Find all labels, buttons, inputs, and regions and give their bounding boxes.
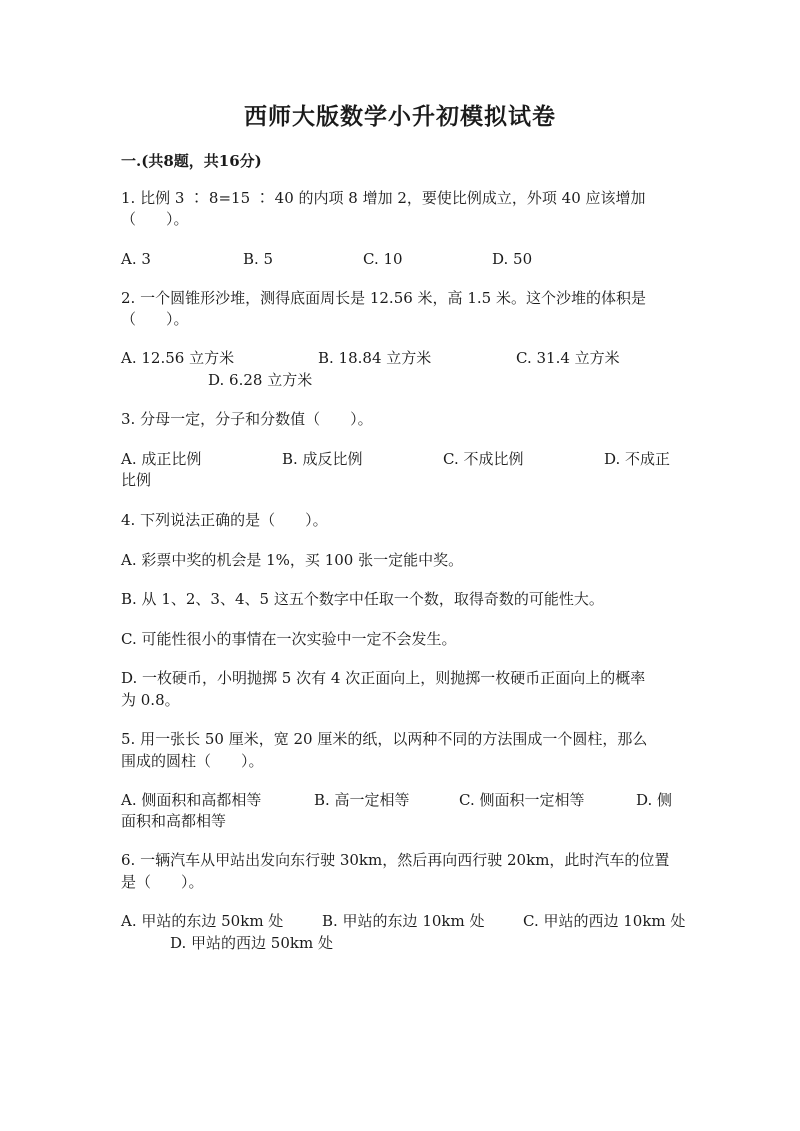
question-5-option-b: B. 高一定相等 (314, 791, 410, 809)
question-5-option-d-cont: 面积和高都相等 (121, 812, 227, 830)
question-6-text: 6. 一辆汽车从甲站出发向东行驶 30km，然后再向西行驶 20km，此时汽车的位置 (121, 851, 670, 869)
question-4-option-c: C. 可能性很小的事情在一次实验中一定不会发生。 (121, 630, 457, 648)
question-3-option-c: C. 不成比例 (443, 450, 524, 468)
question-3-option-d-cont: 比例 (121, 471, 152, 489)
question-1-option-b: B. 5 (243, 250, 274, 268)
section-heading: 一.(共8题，共16分) (121, 152, 262, 170)
question-5-option-c: C. 侧面积一定相等 (459, 791, 585, 809)
question-3-option-a: A. 成正比例 (121, 450, 202, 468)
question-4-option-a: A. 彩票中奖的机会是 1%，买 100 张一定能中奖。 (121, 551, 464, 569)
question-6-blank: 是（ ）。 (121, 873, 204, 891)
question-3-option-d: D. 不成正 (604, 450, 671, 468)
question-1-text: 1. 比例 3 ∶ 8=15 ∶ 40 的内项 8 增加 2，要使比例成立，外项 40 应该增加 (121, 189, 646, 207)
question-2-option-a: A. 12.56 立方米 (121, 349, 235, 367)
question-4-text: 4. 下列说法正确的是（ ）。 (121, 511, 328, 529)
question-4-option-b: B. 从 1、2、3、4、5 这五个数字中任取一个数，取得奇数的可能性大。 (121, 590, 604, 608)
question-3-option-b: B. 成反比例 (282, 450, 363, 468)
page-title: 西师大版数学小升初模拟试卷 (244, 103, 556, 130)
question-2-text: 2. 一个圆锥形沙堆，测得底面周长是 12.56 米，高 1.5 米。这个沙堆的体积是 (121, 289, 646, 307)
question-5-text: 5. 用一张长 50 厘米，宽 20 厘米的纸，以两种不同的方法围成一个圆柱，那么 (121, 730, 648, 748)
question-6-option-a: A. 甲站的东边 50km 处 (121, 912, 284, 930)
question-5-option-d: D. 侧 (636, 791, 673, 809)
question-2-option-b: B. 18.84 立方米 (318, 349, 432, 367)
question-1-option-d: D. 50 (492, 250, 533, 268)
question-2-blank: （ ）。 (121, 310, 189, 328)
question-2-option-d: D. 6.28 立方米 (208, 371, 313, 389)
question-3-text: 3. 分母一定，分子和分数值（ ）。 (121, 410, 373, 428)
question-4-option-d-cont: 为 0.8。 (121, 691, 180, 709)
question-2-option-c: C. 31.4 立方米 (516, 349, 620, 367)
question-6-option-d: D. 甲站的西边 50km 处 (170, 934, 333, 952)
question-5-option-a: A. 侧面积和高都相等 (121, 791, 262, 809)
question-5-blank: 围成的圆柱（ ）。 (121, 752, 264, 770)
question-1-option-c: C. 10 (363, 250, 403, 268)
question-6-option-b: B. 甲站的东边 10km 处 (322, 912, 485, 930)
question-6-option-c: C. 甲站的西边 10km 处 (523, 912, 686, 930)
question-1-option-a: A. 3 (121, 250, 151, 268)
question-4-option-d: D. 一枚硬币，小明抛掷 5 次有 4 次正面向上，则抛掷一枚硬币正面向上的概率 (121, 669, 646, 687)
question-1-blank: （ ）。 (121, 210, 189, 228)
